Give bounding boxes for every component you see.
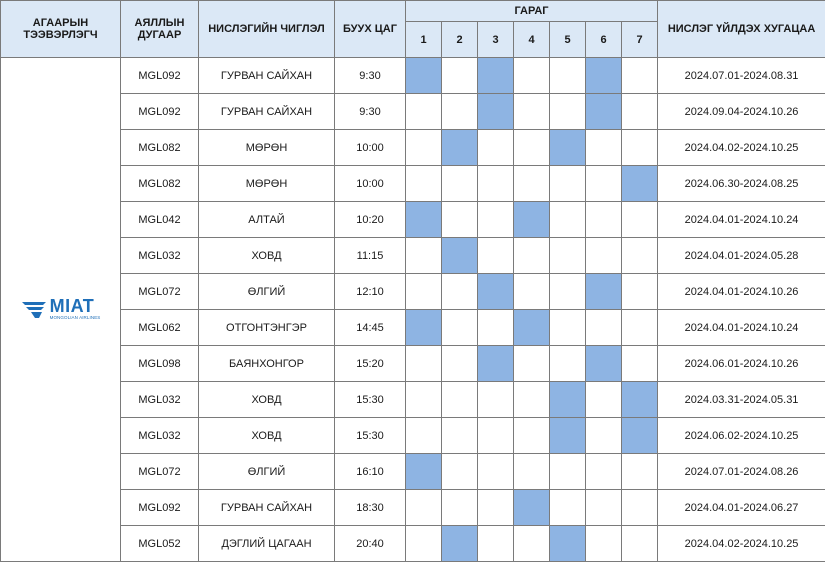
day-cell-7	[622, 346, 658, 382]
time-cell: 14:45	[335, 310, 406, 346]
day-cell-4	[514, 418, 550, 454]
validity-cell: 2024.06.01-2024.10.26	[658, 346, 825, 382]
flight-number-cell: MGL092	[121, 490, 199, 526]
day-cell-4	[514, 94, 550, 130]
route-cell: МӨРӨН	[199, 130, 335, 166]
day-cell-3	[478, 382, 514, 418]
header-row	[1, 1, 825, 22]
day-cell-2	[442, 346, 478, 382]
day-cell-1	[406, 94, 442, 130]
day-cell-5	[550, 526, 586, 562]
day-cell-4	[514, 490, 550, 526]
day-cell-7	[622, 526, 658, 562]
day-cell-3	[478, 130, 514, 166]
table-row	[1, 454, 825, 490]
route-cell: ХОВД	[199, 238, 335, 274]
flight-number-cell: MGL032	[121, 382, 199, 418]
day-cell-4	[514, 58, 550, 94]
day-cell-1	[406, 310, 442, 346]
day-cell-4	[514, 202, 550, 238]
schedule-body	[1, 58, 825, 562]
day-cell-2	[442, 454, 478, 490]
day-cell-6	[586, 454, 622, 490]
day-cell-4	[514, 454, 550, 490]
route-cell: ДЭГЛИЙ ЦАГААН	[199, 526, 335, 562]
day-cell-3	[478, 274, 514, 310]
day-cell-5	[550, 490, 586, 526]
time-cell: 16:10	[335, 454, 406, 490]
day-cell-7	[622, 130, 658, 166]
day-cell-5	[550, 346, 586, 382]
day-cell-2	[442, 130, 478, 166]
day-cell-5	[550, 202, 586, 238]
day-cell-2	[442, 274, 478, 310]
day-cell-7	[622, 418, 658, 454]
day-cell-6	[586, 490, 622, 526]
day-header-6: 6	[586, 22, 622, 58]
validity-cell: 2024.07.01-2024.08.31	[658, 58, 825, 94]
validity-header: НИСЛЭГ ҮЙЛДЭХ ХУГАЦАА	[658, 1, 825, 58]
route-cell: ГУРВАН САЙХАН	[199, 58, 335, 94]
validity-cell: 2024.04.01-2024.10.24	[658, 310, 825, 346]
day-cell-1	[406, 58, 442, 94]
flight-number-cell: MGL082	[121, 166, 199, 202]
time-cell: 11:15	[335, 238, 406, 274]
day-cell-4	[514, 166, 550, 202]
validity-cell: 2024.06.02-2024.10.25	[658, 418, 825, 454]
time-cell: 15:30	[335, 382, 406, 418]
day-cell-7	[622, 274, 658, 310]
flight-number-cell: MGL042	[121, 202, 199, 238]
day-cell-7	[622, 94, 658, 130]
day-header-1: 1	[406, 22, 442, 58]
day-cell-4	[514, 382, 550, 418]
miat-logo	[21, 298, 101, 320]
day-cell-3	[478, 490, 514, 526]
day-cell-2	[442, 166, 478, 202]
day-cell-2	[442, 310, 478, 346]
validity-cell: 2024.04.01-2024.06.27	[658, 490, 825, 526]
day-cell-4	[514, 346, 550, 382]
day-cell-3	[478, 166, 514, 202]
table-row	[1, 310, 825, 346]
day-cell-3	[478, 202, 514, 238]
day-cell-5	[550, 310, 586, 346]
validity-cell: 2024.04.02-2024.10.25	[658, 526, 825, 562]
time-cell: 12:10	[335, 274, 406, 310]
day-cell-5	[550, 238, 586, 274]
flight-number-cell: MGL052	[121, 526, 199, 562]
day-cell-6	[586, 382, 622, 418]
day-cell-3	[478, 346, 514, 382]
route-cell: ОТГОНТЭНГЭР	[199, 310, 335, 346]
route-cell: МӨРӨН	[199, 166, 335, 202]
flight-number-cell: MGL062	[121, 310, 199, 346]
day-cell-3	[478, 58, 514, 94]
day-cell-5	[550, 58, 586, 94]
flight-number-cell: MGL072	[121, 274, 199, 310]
day-cell-1	[406, 130, 442, 166]
table-row	[1, 238, 825, 274]
day-cell-6	[586, 418, 622, 454]
day-header-3: 3	[478, 22, 514, 58]
day-cell-4	[514, 238, 550, 274]
route-cell: ХОВД	[199, 382, 335, 418]
day-cell-7	[622, 310, 658, 346]
validity-cell: 2024.04.01-2024.10.24	[658, 202, 825, 238]
flight-number-cell: MGL092	[121, 94, 199, 130]
flight-number-cell: MGL032	[121, 238, 199, 274]
day-header-2: 2	[442, 22, 478, 58]
day-cell-5	[550, 454, 586, 490]
route-cell: ГУРВАН САЙХАН	[199, 94, 335, 130]
flight-number-cell: MGL098	[121, 346, 199, 382]
day-cell-3	[478, 94, 514, 130]
day-cell-4	[514, 274, 550, 310]
route-cell: ХОВД	[199, 418, 335, 454]
route-header: НИСЛЭГИЙН ЧИГЛЭЛ	[199, 1, 335, 58]
day-cell-7	[622, 490, 658, 526]
day-cell-6	[586, 238, 622, 274]
validity-cell: 2024.04.01-2024.10.26	[658, 274, 825, 310]
time-cell: 9:30	[335, 94, 406, 130]
flight-number-cell: MGL082	[121, 130, 199, 166]
day-cell-1	[406, 166, 442, 202]
day-cell-1	[406, 202, 442, 238]
route-cell: БАЯНХОНГОР	[199, 346, 335, 382]
validity-cell: 2024.07.01-2024.08.26	[658, 454, 825, 490]
day-cell-6	[586, 130, 622, 166]
validity-cell: 2024.06.30-2024.08.25	[658, 166, 825, 202]
day-cell-1	[406, 418, 442, 454]
day-cell-3	[478, 310, 514, 346]
table-row	[1, 382, 825, 418]
airline-cell	[1, 58, 121, 562]
flight-number-header: АЯЛЛЫН ДУГААР	[121, 1, 199, 58]
day-cell-3	[478, 418, 514, 454]
day-cell-1	[406, 274, 442, 310]
day-cell-1	[406, 238, 442, 274]
flight-number-cell: MGL092	[121, 58, 199, 94]
table-row	[1, 418, 825, 454]
day-cell-5	[550, 274, 586, 310]
day-cell-7	[622, 58, 658, 94]
day-cell-2	[442, 526, 478, 562]
time-cell: 10:00	[335, 130, 406, 166]
day-cell-4	[514, 526, 550, 562]
day-cell-2	[442, 202, 478, 238]
time-cell: 10:00	[335, 166, 406, 202]
day-cell-3	[478, 238, 514, 274]
table-row	[1, 94, 825, 130]
day-cell-7	[622, 382, 658, 418]
day-cell-4	[514, 130, 550, 166]
day-header-7: 7	[622, 22, 658, 58]
table-row	[1, 346, 825, 382]
table-row	[1, 490, 825, 526]
time-cell: 20:40	[335, 526, 406, 562]
day-cell-6	[586, 58, 622, 94]
validity-cell: 2024.04.01-2024.05.28	[658, 238, 825, 274]
day-cell-2	[442, 490, 478, 526]
airline-header: АГААРЫН ТЭЭВЭРЛЭГЧ	[1, 1, 121, 58]
day-cell-1	[406, 346, 442, 382]
time-cell: 10:20	[335, 202, 406, 238]
day-cell-1	[406, 526, 442, 562]
airplane-tail-icon	[21, 299, 47, 319]
day-cell-1	[406, 490, 442, 526]
time-cell: 15:20	[335, 346, 406, 382]
day-cell-7	[622, 202, 658, 238]
day-cell-3	[478, 454, 514, 490]
table-row	[1, 202, 825, 238]
flight-number-cell: MGL032	[121, 418, 199, 454]
day-cell-5	[550, 130, 586, 166]
day-cell-1	[406, 382, 442, 418]
day-cell-4	[514, 310, 550, 346]
day-cell-6	[586, 166, 622, 202]
day-cell-2	[442, 382, 478, 418]
day-cell-7	[622, 454, 658, 490]
day-cell-5	[550, 166, 586, 202]
day-cell-7	[622, 166, 658, 202]
time-cell: 18:30	[335, 490, 406, 526]
table-row	[1, 274, 825, 310]
day-cell-6	[586, 310, 622, 346]
time-cell: 15:30	[335, 418, 406, 454]
validity-cell: 2024.09.04-2024.10.26	[658, 94, 825, 130]
route-cell: ӨЛГИЙ	[199, 454, 335, 490]
day-cell-6	[586, 94, 622, 130]
day-cell-6	[586, 526, 622, 562]
validity-cell: 2024.04.02-2024.10.25	[658, 130, 825, 166]
table-row	[1, 58, 825, 94]
day-header-5: 5	[550, 22, 586, 58]
logo-subtitle: MONGOLIAN AIRLINES	[50, 315, 101, 320]
day-cell-5	[550, 418, 586, 454]
time-cell: 9:30	[335, 58, 406, 94]
validity-cell: 2024.03.31-2024.05.31	[658, 382, 825, 418]
route-cell: ӨЛГИЙ	[199, 274, 335, 310]
weekday-group-header: ГАРАГ	[406, 1, 658, 22]
day-cell-3	[478, 526, 514, 562]
route-cell: АЛТАЙ	[199, 202, 335, 238]
day-cell-5	[550, 94, 586, 130]
day-cell-6	[586, 202, 622, 238]
day-cell-1	[406, 454, 442, 490]
table-row	[1, 526, 825, 562]
route-cell: ГУРВАН САЙХАН	[199, 490, 335, 526]
day-cell-7	[622, 238, 658, 274]
day-cell-2	[442, 58, 478, 94]
day-cell-6	[586, 274, 622, 310]
logo-word: MIAT	[50, 298, 95, 315]
day-cell-2	[442, 94, 478, 130]
day-cell-5	[550, 382, 586, 418]
flight-number-cell: MGL072	[121, 454, 199, 490]
table-row	[1, 166, 825, 202]
day-cell-2	[442, 418, 478, 454]
departure-time-header: БУУХ ЦАГ	[335, 1, 406, 58]
day-header-4: 4	[514, 22, 550, 58]
day-cell-2	[442, 238, 478, 274]
day-cell-6	[586, 346, 622, 382]
table-row	[1, 130, 825, 166]
